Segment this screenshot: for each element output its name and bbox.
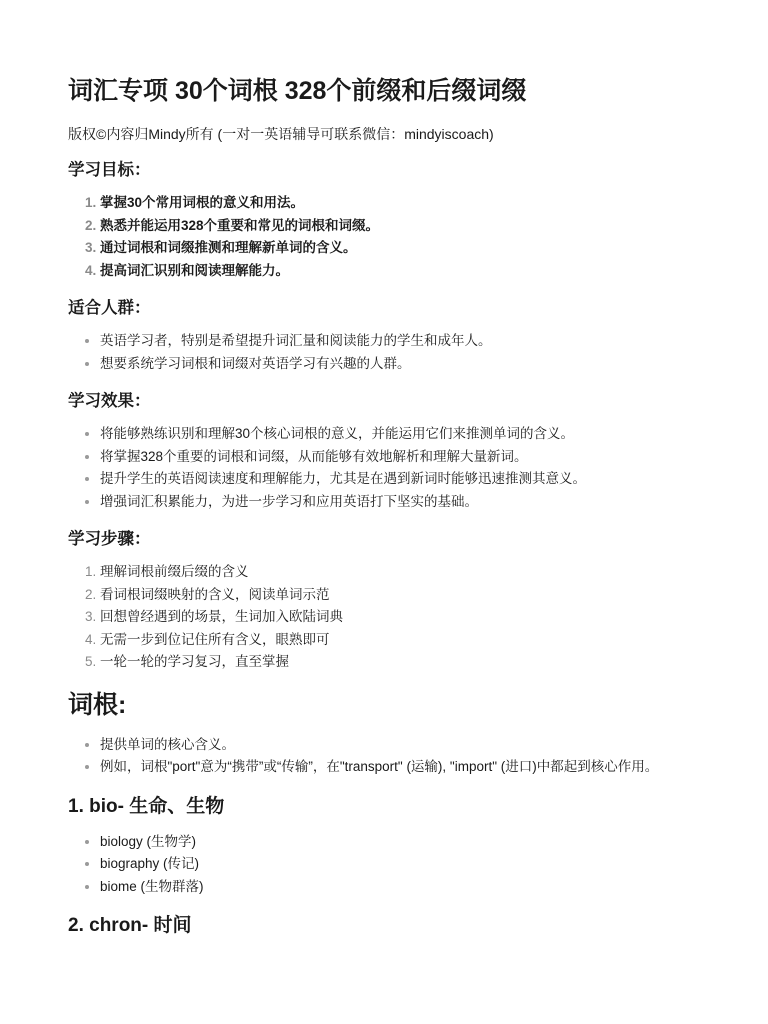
list-item: • 将掌握328个重要的词根和词缀，从而能够有效地解析和理解大量新词。 — [100, 446, 700, 469]
copyright-note: 版权©内容归Mindy所有 (一对一英语辅导可联系微信：mindyiscoach) — [68, 126, 494, 142]
list-item: • 将能够熟练识别和理解30个核心词根的意义，并能运用它们来推测单词的含义。 — [100, 423, 700, 446]
page-title: 词汇专项 30个词根 328个前缀和后缀词缀 — [68, 77, 527, 105]
steps-list — [68, 561, 700, 674]
list-item: • biology (生物学) — [100, 831, 700, 854]
list-item: • 提供单词的核心含义。 — [100, 734, 700, 757]
list-item: • 增强词汇积累能力，为进一步学习和应用英语打下坚实的基础。 — [100, 491, 700, 514]
list-item: • biography (传记) — [100, 853, 700, 876]
goals-list — [68, 192, 700, 282]
list-item: 2. 看词根词缀映射的含义，阅读单词示范 — [100, 584, 700, 607]
list-item: 4. 提高词汇识别和阅读理解能力。 — [100, 260, 700, 283]
root-1-heading: 1. bio- 生命、生物 — [68, 795, 225, 817]
list-item: 3. 通过词根和词缀推测和理解新单词的含义。 — [100, 237, 700, 260]
list-item: • 想要系统学习词根和词缀对英语学习有兴趣的人群。 — [100, 353, 700, 376]
list-item: 1. 掌握30个常用词根的意义和用法。 — [100, 192, 700, 215]
root-2-heading: 2. chron- 时间 — [68, 915, 192, 936]
effects-list — [68, 423, 700, 513]
list-item: 5. 一轮一轮的学习复习，直至掌握 — [100, 651, 700, 674]
list-item: • 例如，词根"port"意为“携带”或“传输”，在"transport" (运输), "import" (进口)中都起到核心作用。 — [100, 756, 690, 779]
audience-heading: 适合人群： — [68, 299, 151, 317]
roots-list — [68, 734, 700, 779]
effects-heading: 学习效果： — [68, 392, 151, 410]
root-1-examples — [68, 831, 700, 899]
steps-heading: 学习步骤： — [68, 530, 151, 548]
list-item: • biome (生物群落) — [100, 876, 700, 899]
list-item: 2. 熟悉并能运用328个重要和常见的词根和词缀。 — [100, 215, 700, 238]
list-item: 4. 无需一步到位记住所有含义，眼熟即可 — [100, 629, 700, 652]
list-item: 3. 回想曾经遇到的场景，生词加入欧陆词典 — [100, 606, 700, 629]
list-item: • 英语学习者，特别是希望提升词汇量和阅读能力的学生和成年人。 — [100, 330, 700, 353]
goals-heading: 学习目标： — [68, 161, 151, 179]
roots-heading: 词根: — [68, 690, 127, 719]
list-item: • 提升学生的英语阅读速度和理解能力，尤其是在遇到新词时能够迅速推测其意义。 — [100, 468, 700, 491]
list-item: 1. 理解词根前缀后缀的含义 — [100, 561, 700, 584]
audience-list — [68, 330, 700, 375]
